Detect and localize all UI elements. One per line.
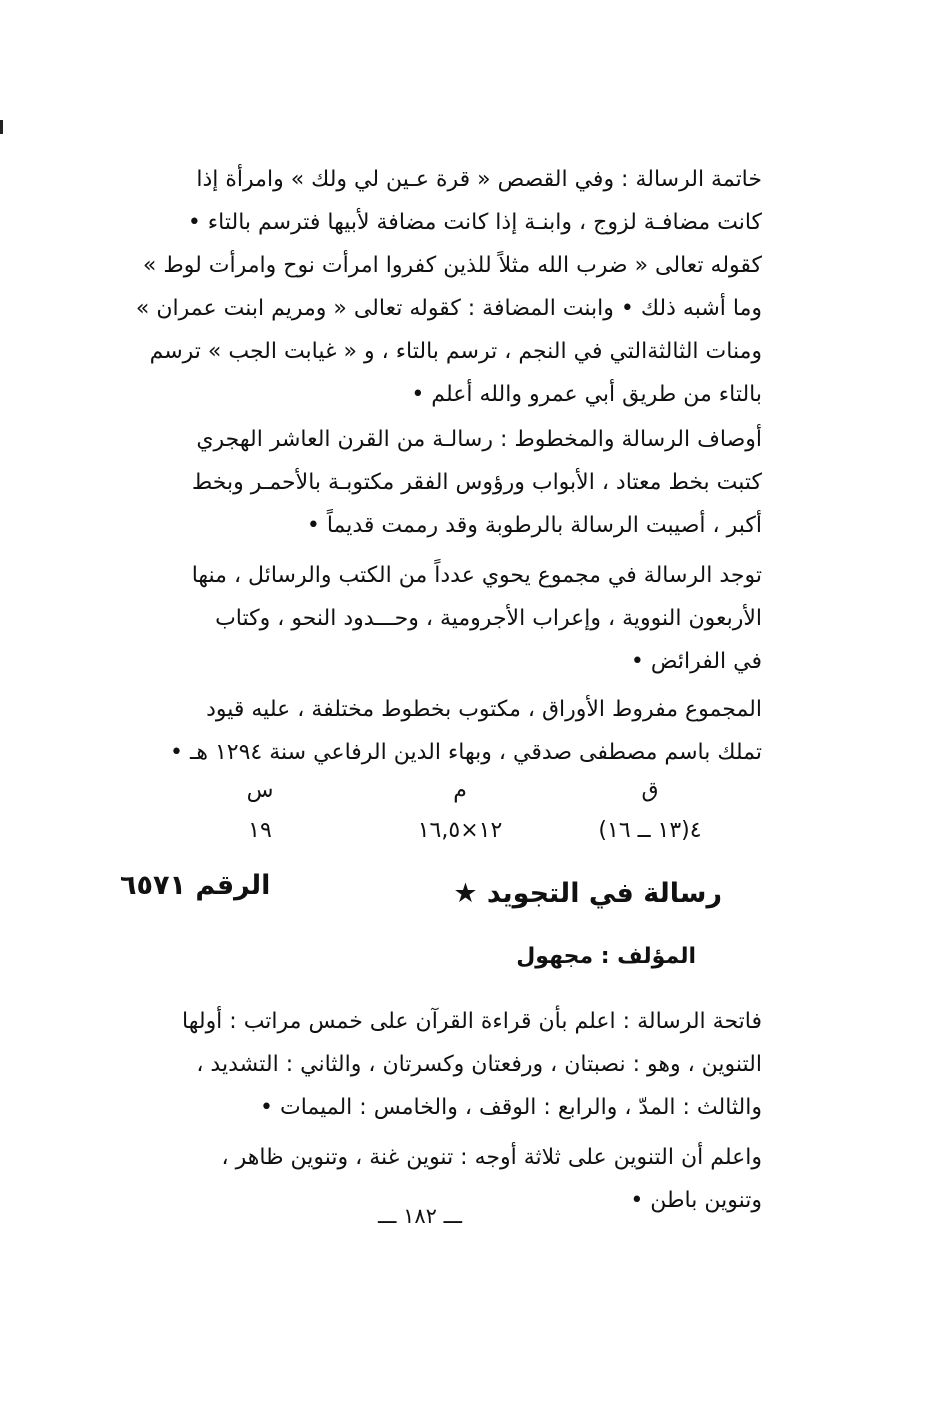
text-line: وما أشبه ذلك • وابنت المضافة : كقوله تعالى « ومريم ابنت عمران »: [135, 296, 762, 321]
text-line: وتنوين باطن •: [630, 1188, 762, 1213]
text-line: توجد الرسالة في مجموع يحوي عدداً من الكتب والرسائل ، منها: [191, 563, 762, 588]
closing-text-paragraph: [112, 158, 762, 416]
opening-text-paragraph: [112, 1000, 762, 1129]
text-line: التنوين ، وهو : نصبتان ، ورفعتان وكسرتان ، والثاني : التشديد ،: [196, 1052, 762, 1077]
text-line: أكبر ، أصيبت الرسالة بالرطوبة وقد رممت قديماً •: [306, 513, 762, 538]
text-line: الأربعون النووية ، وإعراب الأجرومية ، وحـــدود النحو ، وكتاب: [215, 606, 762, 631]
size-label: م: [453, 778, 467, 803]
text-line: بالتاء من طريق أبي عمرو والله أعلم •: [411, 382, 762, 407]
entry-number: الرقم ٦٥٧١: [120, 870, 271, 901]
text-line: كتبت بخط معتاد ، الأبواب ورؤوس الفقر مكتوبـة بالأحمـر وبخط: [191, 470, 762, 495]
ownership-paragraph: [112, 688, 762, 774]
text-line: خاتمة الرسالة : وفي القصص « قرة عـين لي ولك » وامرأة إذا: [196, 167, 762, 192]
text-line: ومنات الثالثةالتي في النجم ، ترسم بالتاء ، و « غيابت الجب » ترسم: [149, 339, 762, 364]
collection-paragraph: [112, 554, 762, 683]
text-line: كقوله تعالى « ضرب الله مثلاً للذين كفروا امرأت نوح وامرأت لوط »: [142, 253, 762, 278]
text-line: تملك باسم مصطفى صدقي ، وبهاء الدين الرفاعي سنة ١٢٩٤ هـ •: [169, 740, 762, 765]
entry-heading: [112, 870, 722, 920]
lines-value: ١٩: [248, 818, 272, 843]
text-line: المجموع مفروط الأوراق ، مكتوب بخطوط مختلفة ، عليه قيود: [206, 697, 762, 722]
manuscript-description-paragraph: [112, 418, 762, 547]
entry-title: رسالة في التجويد ★: [453, 878, 722, 909]
lines-label: س: [246, 778, 274, 803]
entry-author: المؤلف : مجهول: [516, 944, 696, 969]
text-line: والثالث : المدّ ، والرابع : الوقف ، والخامس : الميمات •: [260, 1095, 762, 1120]
text-line: كانت مضافـة لزوج ، وابنـة إذا كانت مضافة لأبيها فترسم بالتاء •: [187, 210, 762, 235]
text-line: في الفرائض •: [630, 649, 762, 674]
manuscript-metadata: [180, 778, 720, 848]
text-line: واعلم أن التنوين على ثلاثة أوجه : تنوين غنة ، وتنوين ظاهر ،: [221, 1145, 762, 1170]
scan-edge-mark: [0, 120, 3, 134]
text-line: أوصاف الرسالة والمخطوط : رسالـة من القرن العاشر الهجري: [196, 427, 762, 452]
folios-label: ق: [641, 778, 659, 803]
text-line: فاتحة الرسالة : اعلم بأن قراءة القرآن على خمس مراتب : أولها: [182, 1009, 762, 1034]
folios-value: ٤(١٣ ــ ١٦): [598, 818, 702, 843]
page-number: ـــ ١٨٢ ـــ: [377, 1204, 463, 1228]
size-value: ١٢×١٦,٥: [417, 818, 503, 843]
